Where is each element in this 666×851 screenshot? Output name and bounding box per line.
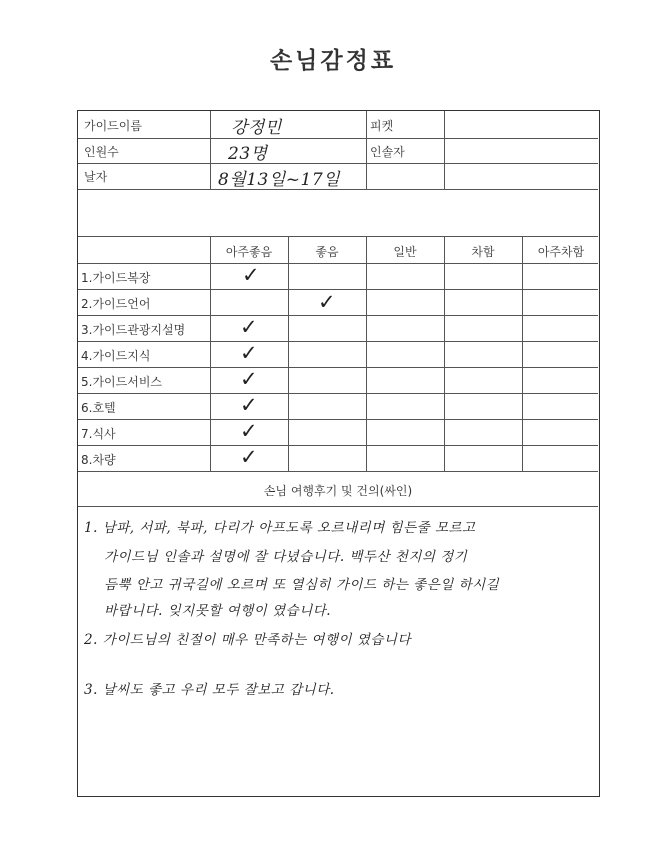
headcount-label: 인원수 xyxy=(84,145,119,159)
rating-header-normal: 일반 xyxy=(393,245,417,259)
check-mark-icon: ✓ xyxy=(318,290,336,314)
check-mark-icon: ✓ xyxy=(240,315,258,339)
review-line: 듬뿍 안고 귀국길에 오르며 또 열심히 가이드 하는 좋은일 하시길 xyxy=(104,577,500,593)
date-value: 8월13일~17일 xyxy=(218,170,341,190)
rating-header-very-poor: 아주차함 xyxy=(537,245,585,259)
check-mark-icon: ✓ xyxy=(240,367,258,391)
criterion-label: 6.호텔 xyxy=(81,401,116,415)
criterion-label: 8.차량 xyxy=(81,453,116,467)
guide-name-label: 가이드이름 xyxy=(84,119,142,133)
criterion-label: 5.가이드서비스 xyxy=(81,375,163,389)
rating-header-poor: 차함 xyxy=(471,245,495,259)
review-line: 3. 날씨도 좋고 우리 모두 잘보고 갑니다. xyxy=(84,682,335,698)
rating-header-good: 좋음 xyxy=(315,245,339,259)
review-line: 가이드님 인솔과 설명에 잘 다녔습니다. 백두산 천지의 정기 xyxy=(104,549,468,565)
check-mark-icon: ✓ xyxy=(240,393,258,417)
check-mark-icon: ✓ xyxy=(240,419,258,443)
rating-header-very-good: 아주좋음 xyxy=(225,245,273,259)
page-title: 손님감정표 xyxy=(269,48,397,74)
criterion-label: 7.식사 xyxy=(81,427,116,441)
date-label: 날자 xyxy=(84,170,108,184)
criterion-label: 4.가이드지식 xyxy=(81,349,151,363)
headcount-value: 23명 xyxy=(228,144,268,164)
review-heading: 손님 여행후기 및 건의(싸인) xyxy=(263,484,413,498)
criterion-label: 3.가이드관광지설명 xyxy=(81,323,186,337)
evaluation-form xyxy=(77,110,600,797)
guide-name-value: 강정민 xyxy=(231,118,282,138)
review-line: 바랍니다. 잊지못할 여행이 였습니다. xyxy=(104,603,332,619)
criterion-label: 2.가이드언어 xyxy=(81,297,151,311)
picket-label: 피켓 xyxy=(370,119,394,133)
criterion-label: 1.가이드복장 xyxy=(81,271,151,285)
check-mark-icon: ✓ xyxy=(242,263,260,287)
review-line: 2. 가이드님의 친절이 매우 만족하는 여행이 였습니다 xyxy=(84,632,411,648)
leader-label: 인솔자 xyxy=(370,145,405,159)
check-mark-icon: ✓ xyxy=(240,445,258,469)
check-mark-icon: ✓ xyxy=(240,341,258,365)
review-line: 1. 남파, 서파, 북파, 다리가 아프도록 오르내리며 힘든줄 모르고 xyxy=(84,520,476,536)
